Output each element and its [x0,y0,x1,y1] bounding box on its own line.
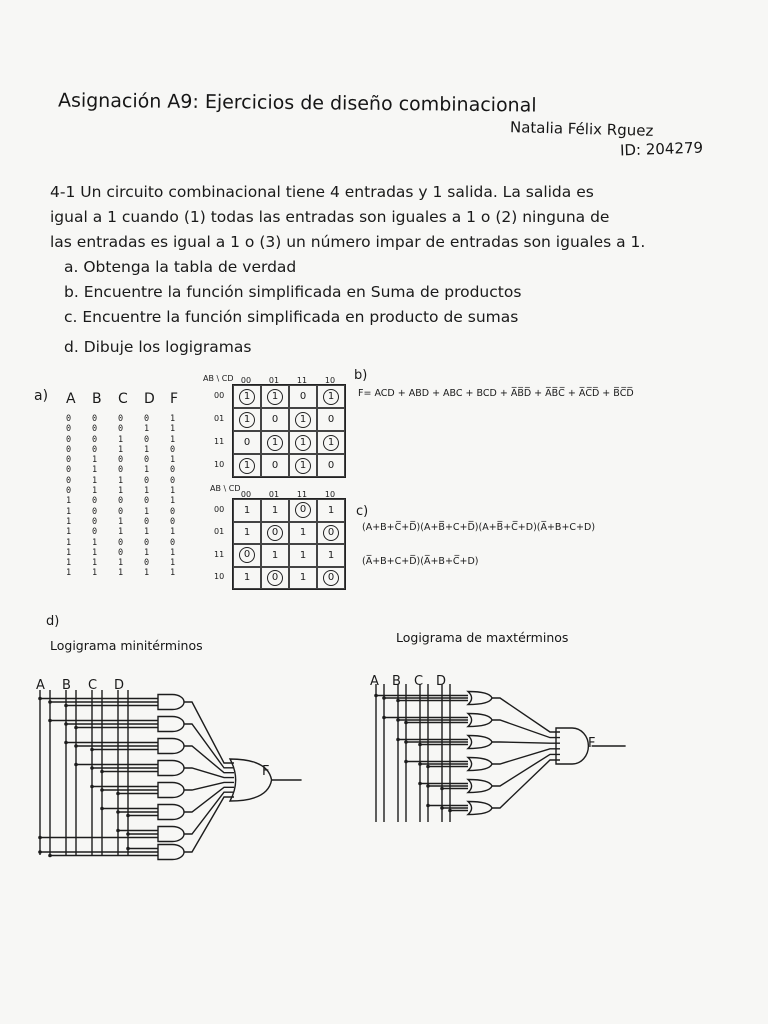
truth-table-cell: 0 [118,537,124,548]
part-b-label: b) [354,368,368,383]
kmap-cell: 1 [261,499,289,522]
wire-junction-dot [396,699,400,703]
truth-table-row [66,465,196,475]
truth-table-row [66,414,196,424]
truth-table-cell: 0 [92,496,98,507]
kmap-row-label: 00 [214,391,225,400]
truth-table-cell: 1 [92,486,98,497]
kmap-sop-corner: AB \ CD [203,374,234,383]
wire-junction-dot [426,765,430,769]
kmap-cell: 1 [289,567,317,590]
truth-table-cell: 1 [170,558,176,569]
truth-table-cell: 1 [144,465,150,476]
truth-table-cell: 0 [66,455,72,466]
part-c-label: c) [356,504,369,519]
truth-table-cell: 0 [170,506,176,517]
gate-output-wire [492,749,560,764]
truth-table-cell: 1 [66,537,72,548]
truth-table-header [66,391,196,407]
max-input-b: B [392,674,401,689]
gate-output-wire [492,742,560,743]
kmap-row-label: 01 [214,414,225,423]
min-input-d: D [114,678,125,693]
truth-table-cell: 1 [92,465,98,476]
assignment-title: Asignación A9: Ejercicios de diseño combinacional [57,89,537,117]
kmap-cell: 0 [317,408,345,431]
wire-junction-dot [126,832,130,836]
truth-table-row [66,527,196,537]
wire-junction-dot [382,716,386,720]
maxterm-logigram-title: Logigrama de maxtérminos [396,630,569,645]
truth-table-cell: 0 [118,424,124,435]
minterm-logigram [30,690,300,890]
max-input-a: A [370,674,379,689]
truth-table-cell: 0 [144,496,150,507]
truth-table-cell: 0 [170,444,176,455]
kmap-sop [232,384,346,478]
truth-table-cell: 1 [118,444,124,455]
wire-junction-dot [116,792,120,796]
truth-table-cell: 0 [118,455,124,466]
kmap-sop-row-labels [214,384,224,476]
truth-table-cell: 1 [170,434,176,445]
kmap-cell: 1 [233,499,261,522]
wire-junction-dot [404,740,408,744]
kmap-cell: 0 [317,567,345,590]
max-output-f: F [588,736,596,751]
truth-table-cell: 1 [66,506,72,517]
wire-junction-dot [126,814,130,818]
truth-table-col: B [92,391,102,407]
kmap-cell: 1 [233,567,261,590]
pos-expression-line1: (A+B+C̅+D̅)(A+B̅+C+D̅)(A+B̅+C̅+D)(A̅+B+C+D) [362,522,596,533]
kmap-col-label: 10 [324,376,336,385]
wire-junction-dot [48,700,52,704]
truth-table-cell: 0 [66,486,72,497]
truth-table-cell: 0 [144,516,150,527]
truth-table-cell: 0 [66,424,72,435]
kmap-row-label: 00 [214,504,225,514]
kmap-cell: 1 [289,431,317,454]
gate-output-wire [184,797,234,852]
problem-line: las entradas es igual a 1 o (3) un número impar de entradas son iguales a 1. [50,233,646,251]
truth-table-cell: 1 [66,516,72,527]
wire-junction-dot [74,744,78,748]
truth-table-cell: 0 [66,434,72,445]
kmap-col-label: 01 [268,376,280,385]
wire-junction-dot [382,696,386,700]
kmap-col-label: 00 [240,490,252,499]
kmap-cell: 1 [289,408,317,431]
author-name: Natalia Félix Rguez [509,118,654,140]
truth-table-cell: 0 [92,424,98,435]
wire-junction-dot [64,722,68,726]
truth-table-cell: 1 [170,568,176,579]
wire-junction-dot [64,741,68,745]
or-gate [468,802,492,815]
kmap-cell: 1 [317,499,345,522]
wire-junction-dot [418,762,422,766]
truth-table-cell: 1 [118,486,124,497]
min-input-c: C [88,678,98,693]
truth-table-cell: 1 [66,496,72,507]
kmap-col-label: 11 [296,490,308,499]
or-gate [468,736,492,749]
truth-table-cell: 1 [118,527,124,538]
part-d-label: d) [46,614,60,629]
kmap-cell: 1 [233,454,261,477]
wire-junction-dot [418,743,422,747]
part-a-label: a) [34,388,49,404]
truth-table-cell: 1 [92,568,98,579]
truth-table-cell: 0 [92,506,98,517]
truth-table-col: F [170,391,179,407]
kmap-cell: 1 [233,522,261,545]
kmap-cell: 0 [233,544,261,567]
truth-table-cell: 1 [118,434,124,445]
truth-table-cell: 0 [118,496,124,507]
gate-output-wire [492,754,560,786]
truth-table-row [66,496,196,506]
truth-table-row [66,435,196,445]
truth-table-cell: 1 [170,455,176,466]
truth-table-cell: 1 [170,424,176,435]
kmap-pos-corner: AB \ CD [210,484,241,493]
wire-junction-dot [48,854,52,858]
truth-table-cell: 1 [144,527,150,538]
and-gate [158,761,184,776]
truth-table-cell: 0 [144,414,150,424]
kmap-cell: 1 [289,544,317,567]
truth-table-col: D [144,391,155,407]
wire-junction-dot [418,782,422,786]
kmap-row-label: 11 [214,437,225,446]
output-or-gate [230,759,272,801]
truth-table-row [66,455,196,465]
kmap-pos-row-labels [214,498,224,588]
wire-junction-dot [116,829,120,833]
truth-table-cell: 1 [170,527,176,538]
truth-table-cell: 0 [144,475,150,486]
truth-table-row [66,538,196,548]
truth-table-cell: 1 [118,475,124,486]
pos-expression-line2: (A̅+B+C+D̅)(A̅+B+C̅+D) [362,556,479,567]
truth-table-row [66,517,196,527]
sop-expression: F= ACD + ABD + ABC + BCD + A̅B̅D̅ + A̅B̅C̅ + A̅C̅D̅ + B̅C̅D̅ [358,388,634,399]
min-output-f: F [262,764,270,779]
truth-table-cell: 0 [66,444,72,455]
truth-table-cell: 1 [92,537,98,548]
truth-table-cell: 0 [92,444,98,455]
truth-table-cell: 1 [170,414,176,424]
truth-table-col: C [118,391,128,407]
truth-table-cell: 0 [170,516,176,527]
truth-table-row [66,486,196,496]
or-gate [468,714,492,727]
wire-junction-dot [100,807,104,811]
truth-table-cell: 1 [170,547,176,558]
kmap-row-label: 10 [214,460,225,469]
wire-junction-dot [448,809,452,813]
kmap-col-label: 00 [240,376,252,385]
task-d: d. Dibuje los logigramas [64,338,252,356]
truth-table-cell: 1 [144,506,150,517]
kmap-col-label: 01 [268,490,280,499]
and-gate [158,827,184,842]
gate-output-wire [184,746,234,773]
kmap-cell: 1 [261,544,289,567]
wire-junction-dot [126,847,130,851]
kmap-cell: 0 [289,499,317,522]
gate-output-wire [184,787,234,812]
and-gate [158,783,184,798]
task-b: b. Encuentre la función simplificada en Suma de productos [64,283,522,301]
and-gate [158,805,184,820]
kmap-cell: 1 [261,431,289,454]
wire-junction-dot [374,694,378,698]
kmap-cell: 1 [289,522,317,545]
gate-output-wire [492,698,560,732]
min-input-b: B [62,678,71,693]
truth-table-cell: 1 [92,455,98,466]
truth-table-row [66,424,196,434]
or-gate [468,692,492,705]
kmap-cell: 1 [317,431,345,454]
max-input-c: C [414,674,424,689]
min-input-a: A [36,678,45,693]
truth-table-cell: 0 [170,537,176,548]
truth-table-cell: 1 [92,547,98,558]
gate-output-wire [492,720,560,738]
wire-junction-dot [440,787,444,791]
truth-table-cell: 0 [92,516,98,527]
wire-junction-dot [404,721,408,725]
truth-table-cell: 1 [118,568,124,579]
truth-table-cell: 0 [66,414,72,424]
or-gate [468,758,492,771]
student-id: ID: 204279 [619,138,704,160]
truth-table-cell: 1 [66,568,72,579]
kmap-cell: 1 [261,385,289,408]
kmap-cell: 0 [261,522,289,545]
task-a: a. Obtenga la tabla de verdad [64,258,297,276]
truth-table-row [66,558,196,568]
kmap-cell: 1 [233,385,261,408]
truth-table-cell: 0 [92,414,98,424]
kmap-col-label: 11 [296,376,308,385]
kmap-cell: 0 [261,454,289,477]
and-gate [158,845,184,860]
truth-table-cell: 1 [170,486,176,497]
kmap-cell: 0 [261,567,289,590]
truth-table-cell: 0 [118,547,124,558]
wire-junction-dot [90,748,94,752]
truth-table-cell: 0 [170,465,176,476]
wire-junction-dot [426,804,430,808]
truth-table-cell: 1 [66,547,72,558]
truth-table-cell: 0 [170,475,176,486]
truth-table-col: A [66,391,76,407]
wire-junction-dot [100,770,104,774]
and-gate [158,717,184,732]
problem-line: 4-1 Un circuito combinacional tiene 4 entradas y 1 salida. La salida es [50,183,594,201]
max-input-d: D [436,674,447,689]
wire-junction-dot [74,726,78,730]
wire-junction-dot [396,738,400,742]
truth-table-cell: 0 [144,455,150,466]
kmap-cell: 1 [289,454,317,477]
kmap-cell: 1 [317,544,345,567]
kmap-row-label: 10 [214,572,225,582]
truth-table-cell: 1 [92,475,98,486]
truth-table-cell: 0 [92,434,98,445]
truth-table [66,414,196,579]
wire-junction-dot [38,836,42,840]
wire-junction-dot [426,784,430,788]
task-c: c. Encuentre la función simplificada en producto de sumas [64,308,519,326]
truth-table-cell: 0 [66,465,72,476]
truth-table-row [66,568,196,578]
truth-table-cell: 0 [144,434,150,445]
and-gate [158,695,184,710]
maxterm-logigram [368,684,608,834]
kmap-cell: 1 [233,408,261,431]
truth-table-row [66,476,196,486]
wire-junction-dot [90,785,94,789]
truth-table-cell: 0 [92,527,98,538]
wire-junction-dot [38,697,42,701]
truth-table-cell: 0 [144,558,150,569]
truth-table-row [66,507,196,517]
truth-table-cell: 1 [66,527,72,538]
wire-junction-dot [100,788,104,792]
gate-output-wire [184,702,234,763]
truth-table-cell: 1 [144,486,150,497]
truth-table-cell: 0 [66,475,72,486]
kmap-cell: 0 [233,431,261,454]
kmap-cell: 0 [317,454,345,477]
truth-table-row [66,548,196,558]
truth-table-cell: 1 [170,496,176,507]
wire-junction-dot [48,719,52,723]
truth-table-cell: 1 [66,558,72,569]
kmap-cell: 0 [289,385,317,408]
problem-line: igual a 1 cuando (1) todas las entradas son iguales a 1 o (2) ninguna de [50,208,610,226]
truth-table-cell: 1 [118,558,124,569]
truth-table-cell: 0 [118,506,124,517]
kmap-row-label: 01 [214,527,225,537]
output-and-gate [556,728,588,764]
wire-junction-dot [38,850,42,854]
kmap-cell: 0 [261,408,289,431]
truth-table-cell: 0 [118,465,124,476]
gate-output-wire [184,782,234,790]
wire-junction-dot [116,810,120,814]
truth-table-cell: 1 [144,424,150,435]
kmap-col-label: 10 [324,490,336,499]
wire-junction-dot [74,763,78,767]
minterm-logigram-title: Logigrama minitérminos [50,638,203,653]
truth-table-cell: 1 [118,516,124,527]
and-gate [158,739,184,754]
wire-junction-dot [64,704,68,708]
wire-junction-dot [90,766,94,770]
kmap-cell: 1 [317,385,345,408]
truth-table-row [66,445,196,455]
wire-junction-dot [404,760,408,764]
truth-table-cell: 0 [118,414,124,424]
kmap-cell: 0 [317,522,345,545]
truth-table-cell: 1 [92,558,98,569]
wire-junction-dot [396,718,400,722]
kmap-row-label: 11 [214,549,225,559]
truth-table-cell: 0 [144,537,150,548]
problem-statement [50,180,740,255]
truth-table-cell: 1 [144,444,150,455]
wire-junction-dot [440,806,444,810]
kmap-pos [232,498,346,590]
truth-table-cell: 1 [144,547,150,558]
or-gate [468,780,492,793]
truth-table-cell: 1 [144,568,150,579]
